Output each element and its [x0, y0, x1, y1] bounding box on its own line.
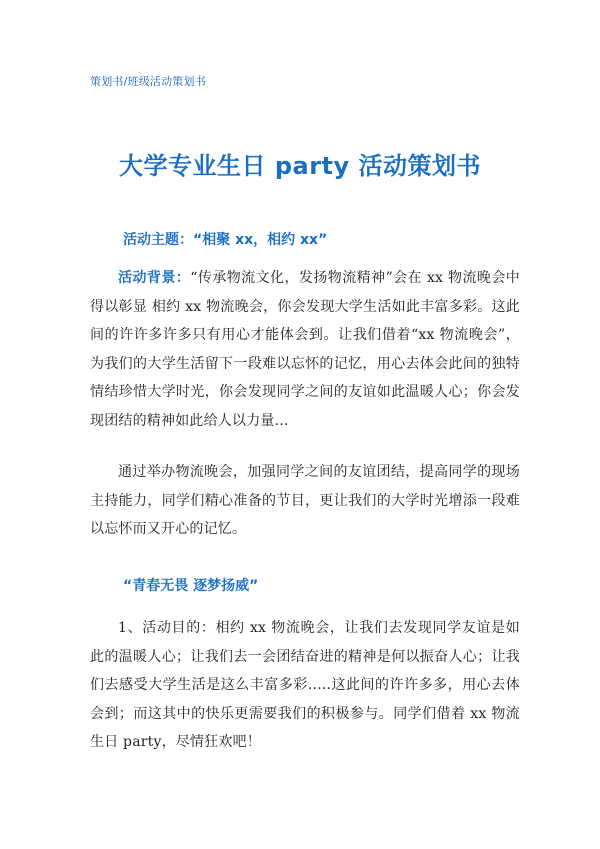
background-label: 活动背景：: [118, 270, 191, 286]
breadcrumb[interactable]: 策划书/班级活动策划书: [90, 75, 206, 88]
slogan-heading: “青春无畏 逐梦扬威”: [123, 578, 259, 594]
background-text: “传承物流文化，发扬物流精神”会在 xx 物流晚会中得以彰显 相约 xx 物流晚会，你会发现大学生活如此丰富多彩。这此间的许许多许多只有用心才能体会到。让我们借着“xx 物流晚会”，为我们的大学生活留下一段难以忘怀的记忆，用心去体会此间的独特情结珍惜大学时光，你会发现同学之间的友谊如此温暖人心；你会发现团结的精神如此给人以力量...: [90, 270, 520, 429]
page-title: 大学专业生日 party 活动策划书: [118, 152, 482, 180]
goal-paragraph: 1、活动目的：相约 xx 物流晚会，让我们去发现同学友谊是如此的温暖人心；让我们去一会团结奋进的精神是何以振奋人心；让我们去感受大学生活是这么丰富多彩.....这此间的许许多多，用心去体会到；而这其中的快乐更需要我们的积极参与。同学们借着 xx 物流生日 party，尽情狂欢吧！: [90, 620, 520, 750]
theme-heading: 活动主题：“相聚 xx，相约 xx”: [123, 232, 328, 248]
background-paragraph: [90, 264, 520, 435]
purpose-paragraph: 通过举办物流晚会，加强同学之间的友谊团结，提高同学的现场主持能力，同学们精心准备的节目，更让我们的大学时光增添一段难以忘怀而又开心的记忆。: [90, 464, 520, 537]
